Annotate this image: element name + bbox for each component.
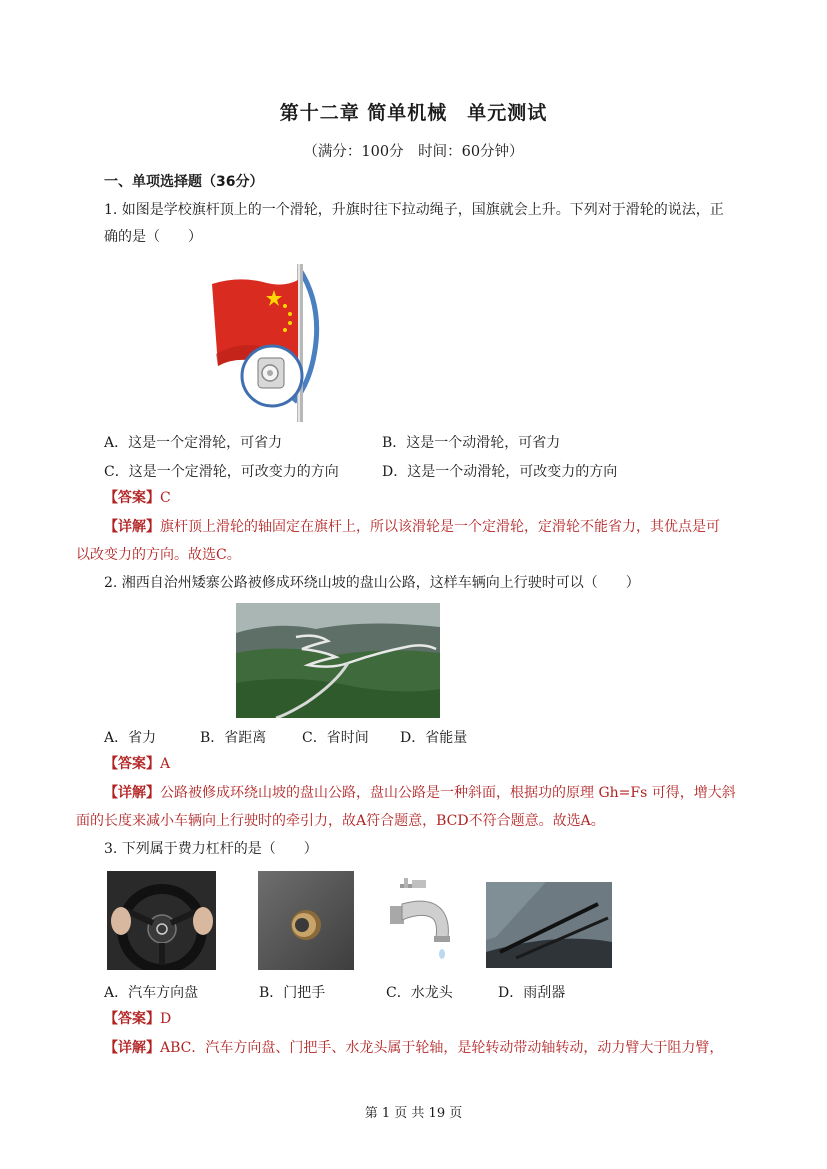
page-subtitle: （满分：100分 时间：60分钟） (303, 144, 524, 160)
q1-answer-value: C (160, 490, 171, 506)
q2-answer (104, 754, 170, 774)
q3-detail-tag: 【详解】 (104, 1040, 160, 1056)
q1-answer-tag: 【答案】 (104, 490, 160, 506)
q3-detail-line1 (104, 1038, 723, 1058)
page-title: 第十二章 简单机械 单元测试 (279, 102, 548, 124)
q3-option-d: D．雨刮器 (498, 985, 566, 1001)
q2-stem: 2. 湘西自治州矮寨公路被修成环绕山坡的盘山公路，这样车辆向上行驶时可以（ ） (104, 575, 640, 591)
q1-answer (104, 488, 171, 508)
q1-stem-line1: 1. 如图是学校旗杆顶上的一个滑轮，升旗时往下拉动绳子，国旗就会上升。下列对于滑轮的说法，正 (104, 202, 724, 218)
water-faucet-image (390, 874, 464, 964)
q1-option-b: B．这是一个动滑轮，可省力 (382, 435, 561, 451)
q3-option-a: A．汽车方向盘 (104, 985, 199, 1001)
mountain-road-image (236, 603, 440, 718)
q2-option-d: D．省能量 (400, 730, 468, 746)
q1-detail-tag: 【详解】 (104, 519, 160, 535)
q1-option-d: D．这是一个动滑轮，可改变力的方向 (382, 464, 618, 480)
q3-option-b: B．门把手 (259, 985, 326, 1001)
q1-stem-line2: 确的是（ ） (104, 229, 202, 245)
q3-answer-value: D (160, 1011, 172, 1027)
q2-detail-tag: 【详解】 (104, 785, 160, 801)
q2-option-b: B．省距离 (200, 730, 267, 746)
steering-wheel-image (107, 871, 216, 970)
q1-detail-text1: 旗杆顶上滑轮的轴固定在旗杆上，所以该滑轮是一个定滑轮，定滑轮不能省力，其优点是可 (160, 519, 720, 535)
q2-detail-line1 (104, 783, 736, 803)
q2-option-a: A．省力 (104, 730, 157, 746)
door-knob-image (258, 871, 354, 970)
q1-detail-line1 (104, 517, 720, 537)
q2-option-c: C．省时间 (302, 730, 369, 746)
q3-option-c: C．水龙头 (386, 985, 453, 1001)
q3-stem: 3. 下列属于费力杠杆的是（ ） (104, 841, 318, 857)
q3-answer-tag: 【答案】 (104, 1011, 160, 1027)
windshield-wiper-image (486, 882, 612, 968)
q1-detail-line2: 以改变力的方向。故选C。 (76, 547, 241, 563)
q1-option-c: C．这是一个定滑轮，可改变力的方向 (104, 464, 339, 480)
q2-detail-line2: 面的长度来减小车辆向上行驶时的牵引力，故A符合题意，BCD不符合题意。故选A。 (76, 813, 605, 829)
q2-answer-value: A (160, 756, 171, 772)
flag-pulley-image (208, 262, 326, 424)
q2-detail-text1: 公路被修成环绕山坡的盘山公路，盘山公路是一种斜面，根据功的原理 Gh=Fs 可得，增大斜 (160, 785, 736, 801)
q1-option-a: A．这是一个定滑轮，可省力 (104, 435, 283, 451)
section-heading: 一、单项选择题（36分） (104, 174, 264, 190)
page-footer: 第 1 页 共 19 页 (364, 1106, 463, 1121)
q3-answer (104, 1009, 171, 1029)
q2-answer-tag: 【答案】 (104, 756, 160, 772)
q3-detail-text1: ABC．汽车方向盘、门把手、水龙头属于轮轴，是轮转动带动轴转动，动力臂大于阻力臂， (160, 1040, 724, 1056)
